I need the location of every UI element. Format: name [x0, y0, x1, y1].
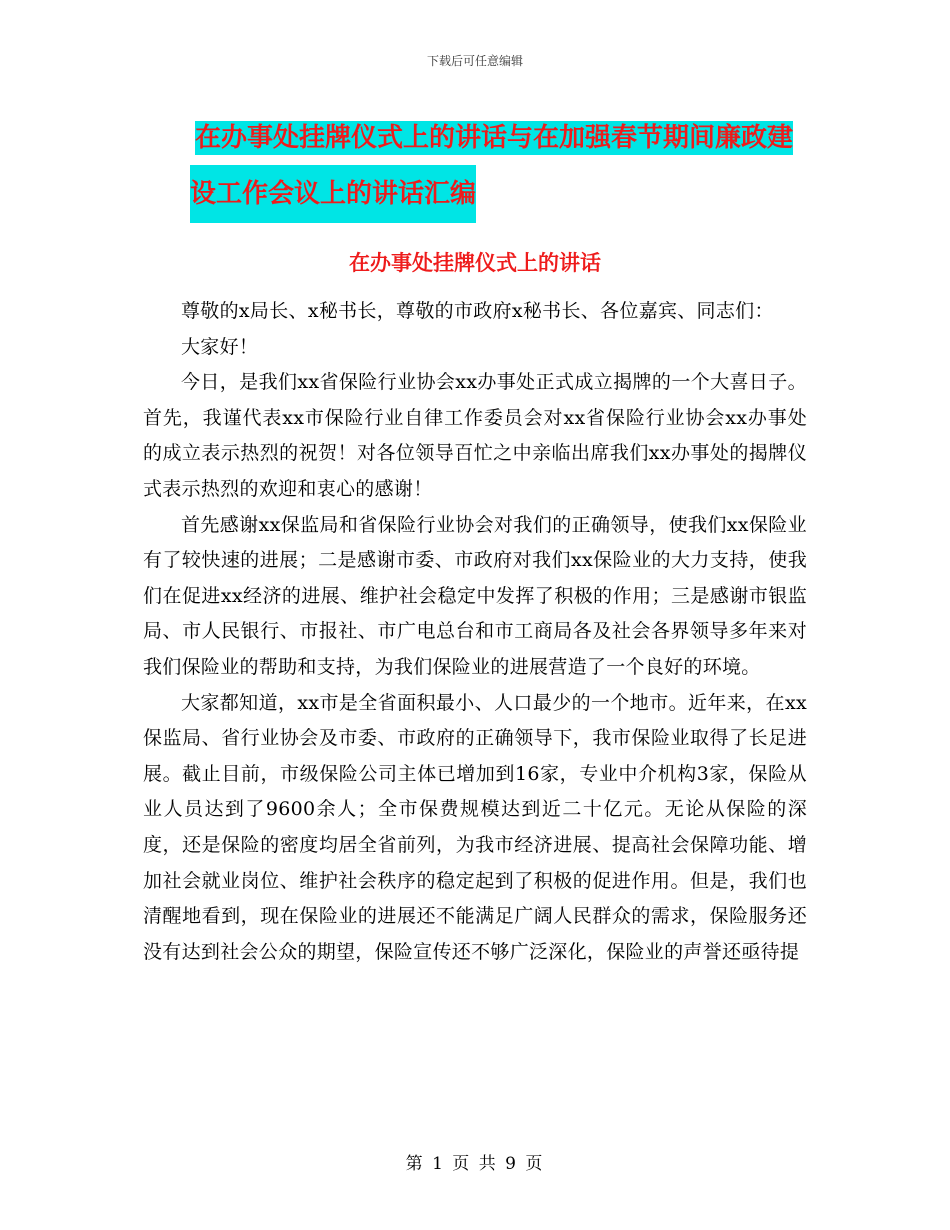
document-title-line-2: 设工作会议上的讲话汇编	[190, 165, 476, 223]
paragraph-salutation: 尊敬的x局长、x秘书长，尊敬的市政府x秘书长、各位嘉宾、同志们：	[181, 300, 774, 322]
page-header-note: 下载后可任意编辑	[426, 54, 523, 68]
paragraph-progress: 大家都知道，xx市是全省面积最小、人口最少的一个地市。近年来，在xx保监局、省行业协会及市委、市政府的正确领导下，我市保险业取得了长足进展。截止目前，市级保险公司主体已增加到16家，专业中介机构3家，保险从业人员达到了9600余人；全市保费规模达到近二十亿元。无论从保险的深度，还是保险的密度均居全省前列，为我市经济进展、提高社会保障功能、增加社会就业岗位、维护社会秩序的稳定起到了积极的促进作用。但是，我们也清醒地看到，现在保险业的进展还不能满足广阔人民群众的需求，保险服务还没有达到社会公众的期望，保险宣传还不够广泛深化，保险业的声誉还亟待提	[143, 691, 807, 963]
page-number: 第 1 页 共 9 页	[405, 1154, 545, 1174]
document-title-line-1: 在办事处挂牌仪式上的讲话与在加强春节期间廉政建	[195, 123, 794, 153]
section-title: 在办事处挂牌仪式上的讲话	[349, 251, 601, 275]
document-title	[190, 111, 807, 223]
paragraph-opening: 今日，是我们xx省保险行业协会xx办事处正式成立揭牌的一个大喜日子。首先，我谨代表xx市保险行业自律工作委员会对xx省保险行业协会xx办事处的成立表示热烈的祝贺！对各位领导百忙之中亲临出席我们xx办事处的揭牌仪式表示热烈的欢迎和衷心的感谢！	[143, 371, 807, 500]
paragraph-thanks: 首先感谢xx保监局和省保险行业协会对我们的正确领导，使我们xx保险业有了较快速的进展；二是感谢市委、市政府对我们xx保险业的大力支持，使我们在促进xx经济的进展、维护社会稳定中发挥了积极的作用；三是感谢市银监局、市人民银行、市报社、市广电总台和市工商局各及社会各界领导多年来对我们保险业的帮助和支持，为我们保险业的进展营造了一个良好的环境。	[143, 513, 807, 678]
paragraph-greeting: 大家好！	[181, 335, 259, 358]
document-body	[143, 294, 807, 970]
